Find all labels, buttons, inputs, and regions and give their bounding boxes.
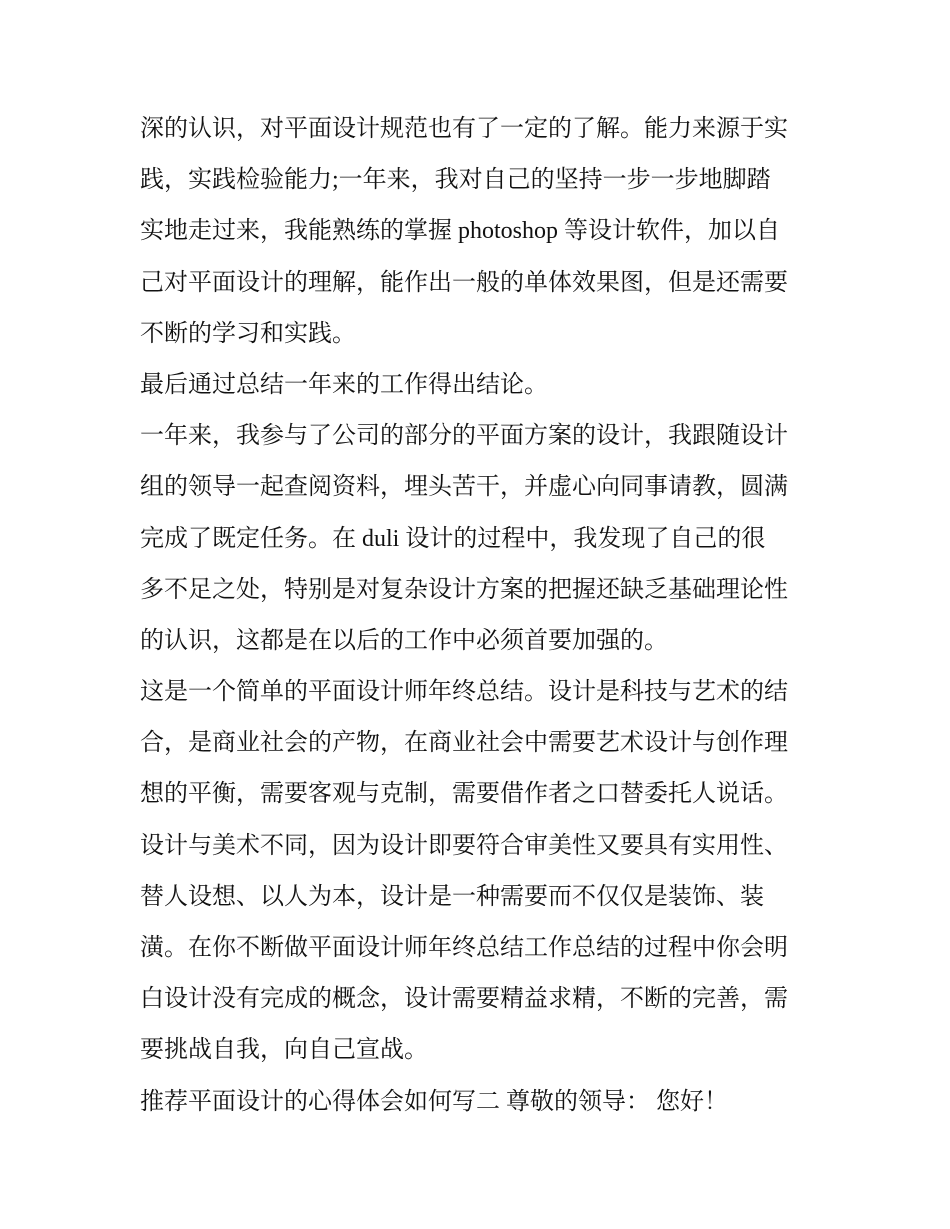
text-line: 践，实践检验能力;一年来，我对自己的坚持一步一步地脚踏 [140,167,771,194]
text-line: 己对平面设计的理解，能作出一般的单体效果图，但是还需要 [140,269,788,296]
document-body [140,109,820,1133]
text-line: 的认识，这都是在以后的工作中必须首要加强的。 [140,627,668,654]
text-line: 多不足之处，特别是对复杂设计方案的把握还缺乏基础理论性 [140,576,788,603]
text-line: 完成了既定任务。在 duli 设计的过程中，我发现了自己的很 [140,525,766,552]
text-line: 组的领导一起查阅资料，埋头苦干，并虚心向同事请教，圆满 [140,474,788,501]
text-line: 设计与美术不同，因为设计即要符合审美性又要具有实用性、 [140,832,788,859]
text-line: 想的平衡，需要客观与克制，需要借作者之口替委托人说话。 [140,781,788,808]
text-line: 替人设想、以人为本，设计是一种需要而不仅仅是装饰、装 [140,883,764,910]
text-line: 潢。在你不断做平面设计师年终总结工作总结的过程中你会明 [140,935,788,961]
text-line: 合，是商业社会的产物，在商业社会中需要艺术设计与创作理 [140,730,788,757]
text-line: 推荐平面设计的心得体会如何写二 尊敬的领导： 您好！ [140,1088,728,1115]
text-line: 最后通过总结一年来的工作得出结论。 [140,371,548,398]
text-line: 这是一个简单的平面设计师年终总结。设计是科技与艺术的结 [140,679,788,706]
text-line: 不断的学习和实践。 [140,320,356,347]
text-line: 实地走过来，我能熟练的掌握 photoshop 等设计软件，加以自 [140,218,781,245]
text-line: 要挑战自我，向自己宣战。 [140,1037,428,1064]
text-line: 一年来，我参与了公司的部分的平面方案的设计，我跟随设计 [140,423,788,450]
text-line: 白设计没有完成的概念，设计需要精益求精，不断的完善，需 [140,986,788,1013]
text-line: 深的认识，对平面设计规范也有了一定的了解。能力来源于实 [140,116,788,142]
